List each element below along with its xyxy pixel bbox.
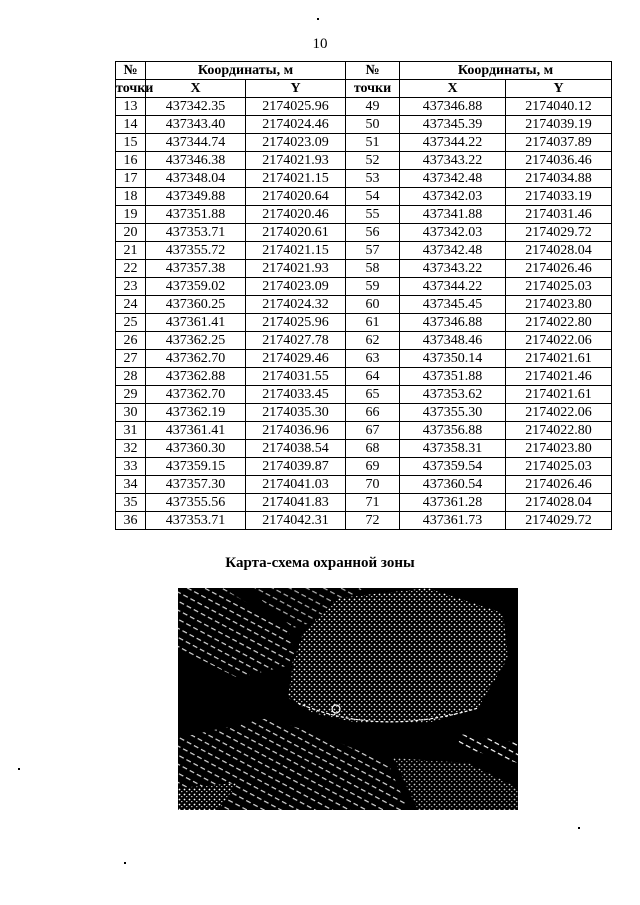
table-cell-n2: 51: [346, 134, 400, 152]
table-cell-y1: 2174033.45: [246, 386, 346, 404]
table-cell-n1: 26: [116, 332, 146, 350]
table-row: [116, 458, 612, 476]
table-cell-x2: 437346.88: [400, 314, 506, 332]
table-cell-y1: 2174029.46: [246, 350, 346, 368]
table-cell-y2: 2174039.19: [506, 116, 612, 134]
table-cell-y1: 2174023.09: [246, 278, 346, 296]
table-cell-n2: 63: [346, 350, 400, 368]
table-cell-x2: 437343.22: [400, 152, 506, 170]
table-cell-n1: 24: [116, 296, 146, 314]
table-row: [116, 368, 612, 386]
table-cell-x1: 437355.56: [146, 494, 246, 512]
table-cell-n1: 18: [116, 188, 146, 206]
table-cell-y2: 2174021.46: [506, 368, 612, 386]
table-row: [116, 278, 612, 296]
table-cell-x1: 437357.38: [146, 260, 246, 278]
table-cell-n2: 64: [346, 368, 400, 386]
table-cell-x2: 437359.54: [400, 458, 506, 476]
map-scheme-graphic: [178, 588, 518, 810]
table-cell-n1: 34: [116, 476, 146, 494]
table-row: [116, 512, 612, 530]
table-cell-n1: 13: [116, 98, 146, 116]
header-coords-right: Координаты, м: [400, 62, 612, 80]
table-cell-y1: 2174020.61: [246, 224, 346, 242]
table-row: [116, 296, 612, 314]
table-row: [116, 98, 612, 116]
table-cell-x1: 437353.71: [146, 512, 246, 530]
table-cell-n1: 35: [116, 494, 146, 512]
table-cell-x2: 437351.88: [400, 368, 506, 386]
table-cell-x2: 437353.62: [400, 386, 506, 404]
table-cell-y2: 2174026.46: [506, 476, 612, 494]
table-row: [116, 152, 612, 170]
table-cell-y1: 2174021.93: [246, 260, 346, 278]
table-cell-x1: 437359.15: [146, 458, 246, 476]
map-title: Карта-схема охранной зоны: [225, 555, 415, 571]
header-x-right: X: [400, 80, 506, 98]
table-cell-n2: 70: [346, 476, 400, 494]
table-cell-n2: 54: [346, 188, 400, 206]
table-cell-n1: 16: [116, 152, 146, 170]
table-cell-x1: 437357.30: [146, 476, 246, 494]
table-row: [116, 170, 612, 188]
table-cell-y2: 2174022.06: [506, 332, 612, 350]
table-cell-y1: 2174025.96: [246, 314, 346, 332]
table-cell-y2: 2174023.80: [506, 440, 612, 458]
table-cell-y2: 2174036.46: [506, 152, 612, 170]
scan-speck: [317, 18, 319, 20]
table-row: [116, 134, 612, 152]
table-cell-y2: 2174029.72: [506, 224, 612, 242]
table-cell-y1: 2174024.46: [246, 116, 346, 134]
table-row: [116, 440, 612, 458]
table-row: [116, 314, 612, 332]
table-cell-x2: 437342.03: [400, 224, 506, 242]
table-cell-x2: 437360.54: [400, 476, 506, 494]
header-number-left: №: [116, 62, 146, 80]
table-cell-n2: 50: [346, 116, 400, 134]
table-cell-y2: 2174029.72: [506, 512, 612, 530]
scan-speck: [124, 862, 126, 864]
header-y-right: Y: [506, 80, 612, 98]
table-cell-y1: 2174021.93: [246, 152, 346, 170]
table-cell-n1: 28: [116, 368, 146, 386]
header-y-left: Y: [246, 80, 346, 98]
table-row: [116, 494, 612, 512]
table-cell-y1: 2174023.09: [246, 134, 346, 152]
table-row: [116, 224, 612, 242]
table-cell-x1: 437360.30: [146, 440, 246, 458]
table-cell-n1: 22: [116, 260, 146, 278]
table-cell-x1: 437362.25: [146, 332, 246, 350]
table-cell-x1: 437353.71: [146, 224, 246, 242]
table-cell-x1: 437349.88: [146, 188, 246, 206]
table-cell-x2: 437343.22: [400, 260, 506, 278]
table-cell-x2: 437342.03: [400, 188, 506, 206]
table-cell-n2: 72: [346, 512, 400, 530]
table-row: [116, 386, 612, 404]
table-cell-x1: 437362.88: [146, 368, 246, 386]
table-cell-x2: 437344.22: [400, 278, 506, 296]
table-cell-n1: 17: [116, 170, 146, 188]
table-cell-n1: 15: [116, 134, 146, 152]
table-cell-x1: 437351.88: [146, 206, 246, 224]
table-cell-n2: 52: [346, 152, 400, 170]
table-cell-y1: 2174020.46: [246, 206, 346, 224]
table-cell-n1: 32: [116, 440, 146, 458]
table-row: [116, 404, 612, 422]
table-cell-n1: 29: [116, 386, 146, 404]
table-cell-y2: 2174033.19: [506, 188, 612, 206]
table-cell-n1: 23: [116, 278, 146, 296]
table-cell-x2: 437342.48: [400, 242, 506, 260]
table-cell-n2: 69: [346, 458, 400, 476]
table-row: [116, 350, 612, 368]
header-number-right: №: [346, 62, 400, 80]
table-cell-x2: 437346.88: [400, 98, 506, 116]
table-cell-y2: 2174028.04: [506, 242, 612, 260]
table-cell-y2: 2174034.88: [506, 170, 612, 188]
table-cell-n1: 25: [116, 314, 146, 332]
header-point-right: точки: [346, 80, 400, 98]
table-cell-x2: 437341.88: [400, 206, 506, 224]
table-row: [116, 332, 612, 350]
table-cell-n1: 33: [116, 458, 146, 476]
table-cell-n2: 58: [346, 260, 400, 278]
table-cell-n2: 53: [346, 170, 400, 188]
table-row: [116, 116, 612, 134]
table-cell-n1: 19: [116, 206, 146, 224]
table-cell-y2: 2174026.46: [506, 260, 612, 278]
table-cell-n1: 36: [116, 512, 146, 530]
table-cell-x1: 437362.70: [146, 386, 246, 404]
table-cell-n2: 49: [346, 98, 400, 116]
protection-zone-map-image: [178, 588, 518, 810]
table-cell-x1: 437346.38: [146, 152, 246, 170]
table-cell-y2: 2174022.80: [506, 422, 612, 440]
table-cell-x1: 437359.02: [146, 278, 246, 296]
table-cell-y1: 2174038.54: [246, 440, 346, 458]
table-cell-y2: 2174025.03: [506, 278, 612, 296]
table-cell-x1: 437342.35: [146, 98, 246, 116]
table-cell-y1: 2174021.15: [246, 242, 346, 260]
table-cell-y1: 2174042.31: [246, 512, 346, 530]
table-cell-x2: 437361.28: [400, 494, 506, 512]
table-cell-n2: 67: [346, 422, 400, 440]
table-cell-x2: 437348.46: [400, 332, 506, 350]
table-cell-x1: 437361.41: [146, 314, 246, 332]
table-cell-y2: 2174031.46: [506, 206, 612, 224]
header-point-left: точки: [116, 81, 154, 96]
table-cell-x2: 437344.22: [400, 134, 506, 152]
table-cell-n1: 14: [116, 116, 146, 134]
table-cell-y1: 2174027.78: [246, 332, 346, 350]
table-cell-n1: 30: [116, 404, 146, 422]
table-cell-x2: 437350.14: [400, 350, 506, 368]
table-cell-x2: 437345.45: [400, 296, 506, 314]
table-cell-x1: 437362.19: [146, 404, 246, 422]
table-cell-n1: 27: [116, 350, 146, 368]
table-cell-y1: 2174021.15: [246, 170, 346, 188]
table-row: [116, 476, 612, 494]
scan-speck: [18, 768, 20, 770]
table-cell-x1: 437362.70: [146, 350, 246, 368]
table-cell-n2: 60: [346, 296, 400, 314]
table-row: [116, 206, 612, 224]
table-cell-y2: 2174023.80: [506, 296, 612, 314]
table-cell-x1: 437348.04: [146, 170, 246, 188]
table-cell-x2: 437361.73: [400, 512, 506, 530]
table-cell-n1: 20: [116, 224, 146, 242]
table-row: [116, 242, 612, 260]
table-cell-x1: 437344.74: [146, 134, 246, 152]
table-cell-n2: 61: [346, 314, 400, 332]
table-cell-y1: 2174039.87: [246, 458, 346, 476]
table-cell-x2: 437356.88: [400, 422, 506, 440]
table-cell-x1: 437343.40: [146, 116, 246, 134]
table-row: [116, 422, 612, 440]
table-cell-y2: 2174021.61: [506, 350, 612, 368]
table-cell-y2: 2174028.04: [506, 494, 612, 512]
table-cell-y2: 2174022.80: [506, 314, 612, 332]
header-coords-left: Координаты, м: [146, 62, 346, 80]
table-cell-n2: 62: [346, 332, 400, 350]
table-cell-x1: 437355.72: [146, 242, 246, 260]
table-cell-n2: 66: [346, 404, 400, 422]
table-cell-x2: 437355.30: [400, 404, 506, 422]
table-cell-n2: 71: [346, 494, 400, 512]
table-cell-x1: 437361.41: [146, 422, 246, 440]
table-cell-y2: 2174025.03: [506, 458, 612, 476]
table-cell-x2: 437345.39: [400, 116, 506, 134]
table-cell-y1: 2174041.03: [246, 476, 346, 494]
table-cell-n2: 59: [346, 278, 400, 296]
table-cell-x2: 437358.31: [400, 440, 506, 458]
table-cell-n2: 56: [346, 224, 400, 242]
table-cell-y1: 2174041.83: [246, 494, 346, 512]
table-cell-n2: 57: [346, 242, 400, 260]
table-cell-n2: 55: [346, 206, 400, 224]
table-cell-y1: 2174025.96: [246, 98, 346, 116]
table-cell-y1: 2174031.55: [246, 368, 346, 386]
table-cell-y1: 2174024.32: [246, 296, 346, 314]
table-cell-y2: 2174037.89: [506, 134, 612, 152]
table-cell-y2: 2174040.12: [506, 98, 612, 116]
table-cell-y1: 2174035.30: [246, 404, 346, 422]
table-cell-y1: 2174036.96: [246, 422, 346, 440]
table-cell-x1: 437360.25: [146, 296, 246, 314]
table-cell-n1: 31: [116, 422, 146, 440]
table-cell-y2: 2174022.06: [506, 404, 612, 422]
table-cell-y2: 2174021.61: [506, 386, 612, 404]
header-x-left: X: [146, 80, 246, 98]
table-cell-n1: 21: [116, 242, 146, 260]
scan-speck: [578, 827, 580, 829]
table-row: [116, 260, 612, 278]
page-number: 10: [312, 36, 328, 52]
table-cell-x2: 437342.48: [400, 170, 506, 188]
table-cell-y1: 2174020.64: [246, 188, 346, 206]
table-cell-n2: 65: [346, 386, 400, 404]
table-cell-n2: 68: [346, 440, 400, 458]
table-row: [116, 188, 612, 206]
coordinates-table-body: [116, 98, 612, 530]
coordinates-table: [115, 61, 612, 530]
